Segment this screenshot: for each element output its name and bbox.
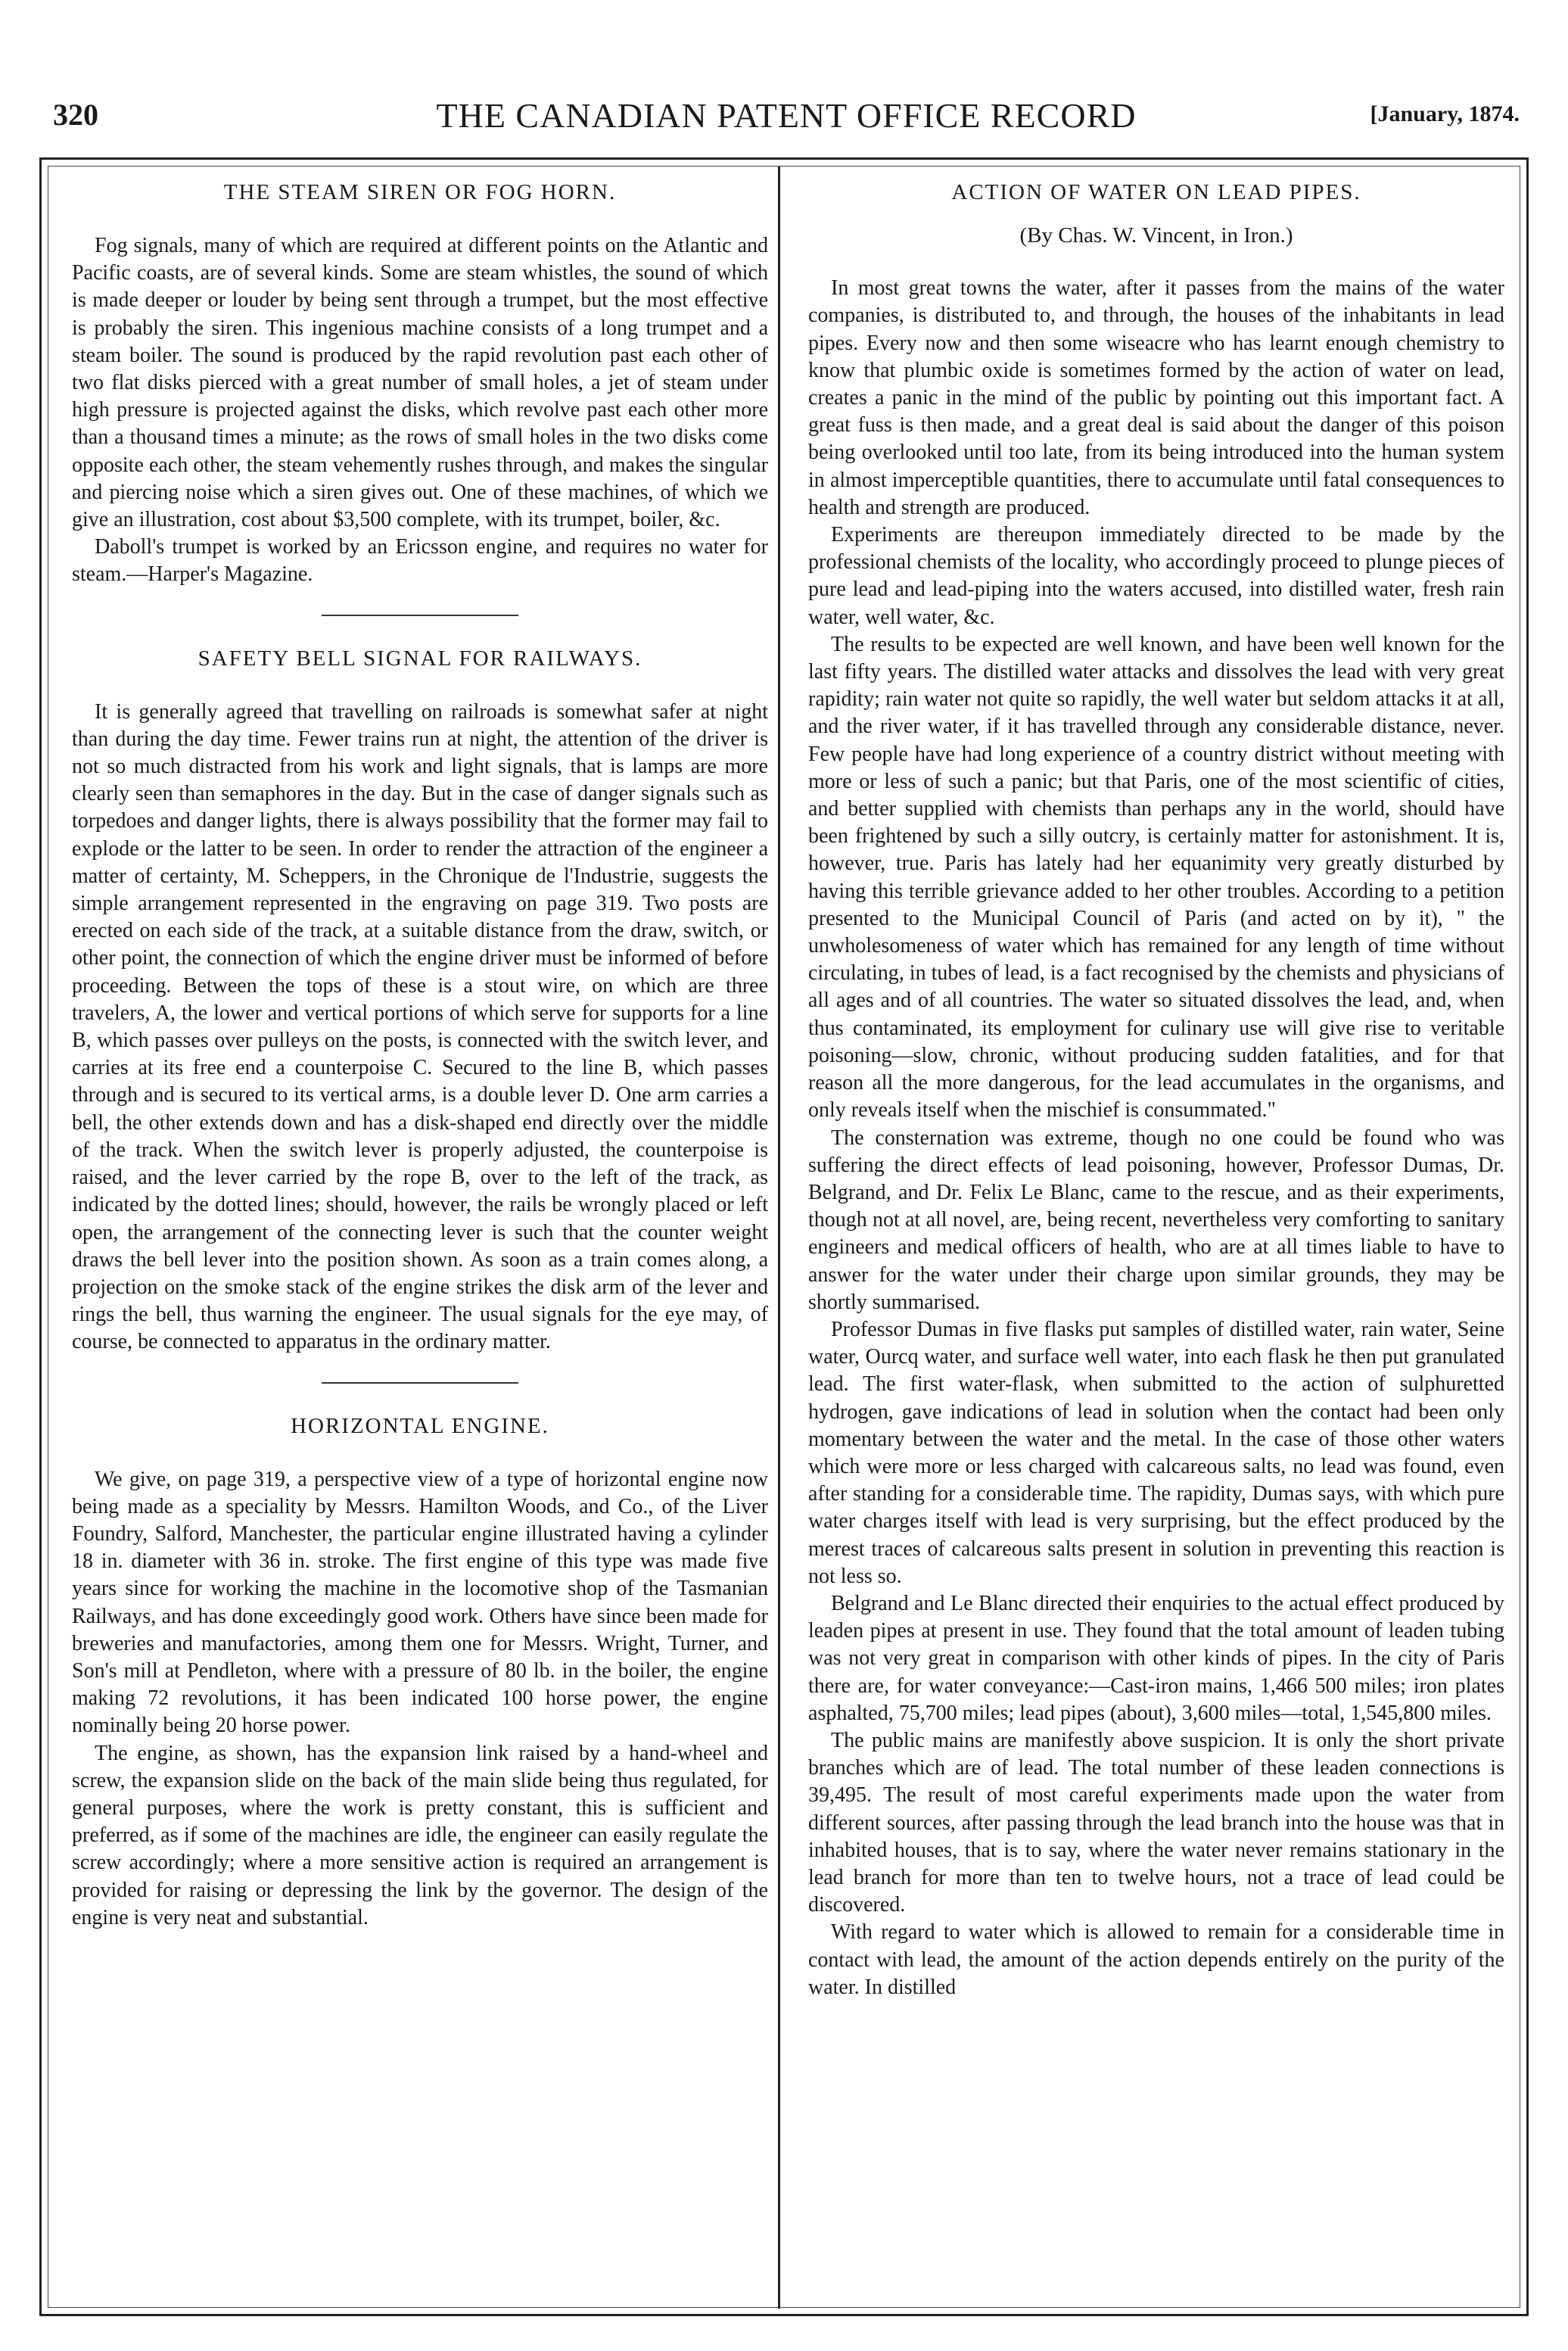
article-paragraph: The public mains are manifestly above suspicion. It is only the short private branches which are of lead. The total number of these leaden connections is 39,495. The result of most careful experiments made upon the water from different sources, after passing through the lead branch into the house was that in inhabited houses, that is to say, where the water never remains stationary in the lead branch for more than ten to twelve hours, not a trace of lead could be discovered. [808,1728,1504,1917]
article-byline: (By Chas. W. Vincent, in Iron.) [1019,223,1293,248]
page-title: THE CANADIAN PATENT OFFICE RECORD [436,96,1137,135]
article-paragraph: It is generally agreed that travelling on railroads is somewhat safer at night than during the day time. Fewer trains run at night, the attention of the driver is not so much distracted from his work and light signals, that is lamps are more clearly seen than semaphores in the day. But in the case of danger signals such as torpedoes and danger lights, there is always possibility that the former may fail to explode or the latter to be seen. In order to render the attraction of the engineer a matter of certainty, M. Scheppers, in the Chronique de l'Industrie, suggests the simple arrangement represented in the engraving on page 319. Two posts are erected on each side of the track, at a suitable distance from the draw, switch, or other point, the connection of which the engine driver must be informed of before proceeding. Between the tops of these is a stout wire, on which are three travelers, A, the lower and vertical portions of which serve for supports for a line B, which passes over pulleys on the posts, is connected with the switch lever, and carries at its free end a counterpoise C. Secured to the line B, which passes through and is secured to its vertical arms, is a double lever D. One arm carries a bell, the other extends down and has a disk-shaped end directly over the middle of the track. When the switch lever is properly adjusted, the counterpoise is raised, and the lever carried by the rope B, over to the left of the track, as indicated by the dotted lines; should, however, the rails be wrongly placed or left open, the arrangement of the connecting lever is such that the counter weight draws the bell lever into the position shown. As soon as a train comes along, a projection on the smoke stack of the engine strikes the disk arm of the lever and rings the bell, thus warning the engineer. The usual signals for the eye may, of course, be connected to apparatus in the ordinary matter. [72,699,768,1354]
article-paragraph: The consternation was extreme, though no one could be found who was suffering the direct effects of lead poisoning, however, Professor Dumas, Dr. Belgrand, and Dr. Felix Le Blanc, came to the rescue, and as their experiments, though not at all novel, are, being recent, nevertheless very comforting to sanitary engineers and medical officers of health, who are at all times liable to have to answer for the water under their charge upon similar grounds, they may be shortly summarised. [808,1126,1504,1314]
article-separator [322,615,518,616]
left-column [72,180,768,1932]
article-paragraph: Experiments are thereupon immediately directed to be made by the professional chemists of the locality, who accordingly proceed to plunge pieces of pure lead and lead-piping into the waters accused, into distilled water, fresh rain water, well water, &c. [808,523,1504,629]
page-number: 320 [53,98,98,132]
article-paragraph: Daboll's trumpet is worked by an Ericsson engine, and requires no water for steam.—Harper's Magazine. [72,535,768,587]
article-paragraph: We give, on page 319, a perspective view of a type of horizontal engine now being made as a speciality by Messrs. Hamilton Woods, and Co., of the Liver Foundry, Salford, Manchester, the particular engine illustrated having a cylinder 18 in. diameter with 36 in. stroke. The first engine of this type was made five years since for working the machine in the locomotive shop of the Tasmanian Railways, and has done exceedingly good work. Others have since been made for breweries and manufactories, among them one for Messrs. Wright, Turner, and Son's mill at Pendleton, where with a pressure of 80 lb. in the boiler, the engine making 72 revolutions, it has been indicated 100 horse power, the engine nominally being 20 horse power. [72,1467,768,1738]
column-divider [778,167,780,2309]
article-paragraph: The results to be expected are well known, and have been well known for the last fifty years. The distilled water attacks and dissolves the lead with very great rapidity; rain water not quite so rapidly, the well water but seldom attacks it at all, and the river water, if it has travelled through any considerable distance, never. Few people have had long experience of a country district without meeting with more or less of such a panic; but that Paris, one of the most scientific of cities, and better supplied with chemists than perhaps any in the world, should have been frightened by such a silly outcry, is certainly matter for astonishment. It is, however, true. Paris has lately had her equanimity very greatly disturbed by having this terrible grievance added to her other troubles. According to a petition presented to the Municipal Council of Paris (and acted on by it), " the unwholesomeness of water which has remained for any length of time without circulating, in tubes of lead, is a fact recognised by the chemists and physicians of all ages and of all countries. The water so situated dissolves the lead, and, when thus contaminated, its employment for culinary use will give rise to veritable poisoning—slow, chronic, without producing sudden fatalities, and for that reason all the more dangerous, for the lead accumulates in the organisms, and only reveals itself when the mischief is consummated." [808,632,1504,1123]
article-title-lead-pipes: ACTION OF WATER ON LEAD PIPES. [951,180,1361,204]
right-column [808,180,1504,2001]
article-paragraph: In most great towns the water, after it passes from the mains of the water companies, is distributed to, and through, the houses of the inhabitants in lead pipes. Every now and then some wiseacre who has learnt enough chemistry to know that plumbic oxide is sometimes formed by the action of water on lead, creates a panic in the mind of the public by pointing out this important fact. A great fuss is then made, and a great deal is said about the danger of this poison being overlooked until too late, from its being introduced into the human system in almost imperceptible quantities, there to accumulate until fatal consequences to health and strength are produced. [808,276,1504,519]
article-separator [322,1382,518,1384]
page-header [53,97,1520,142]
article-title-steam-siren: THE STEAM SIREN OR FOG HORN. [223,180,617,204]
article-title-horizontal-engine: HORIZONTAL ENGINE. [291,1413,549,1438]
article-paragraph: With regard to water which is allowed to remain for a considerable time in contact with lead, the amount of the action depends entirely on the purity of the water. In distilled [808,1920,1504,1999]
article-paragraph: The engine, as shown, has the expansion link raised by a hand-wheel and screw, the expansion slide on the back of the main slide being thus regulated, for general purposes, where the work is pretty constant, this is sufficient and preferred, as if some of the machines are idle, the engineer can easily regulate the screw accordingly; where a more sensitive action is required an arrangement is provided for raising or depressing the link by the governor. The design of the engine is very neat and substantial. [72,1741,768,1929]
issue-date: [January, 1874. [1370,101,1520,126]
article-title-safety-bell: SAFETY BELL SIGNAL FOR RAILWAYS. [198,646,642,671]
article-paragraph: Professor Dumas in five flasks put samples of distilled water, rain water, Seine water, Ourcq water, and surface well water, into each flask he then put granulated lead. The first water-flask, when submitted to the action of sulphuretted hydrogen, gave indications of lead in solution when the contact had been only momentary between the water and the metal. In the case of those other waters which were more or less charged with calcareous salts, no lead was found, even after standing for a considerable time. The rapidity, Dumas says, with which pure water charges itself with lead is very surprising, but the effect produced by the merest traces of calcareous salts present in solution in preventing this reaction is not less so. [808,1317,1504,1588]
article-paragraph: Fog signals, many of which are required at different points on the Atlantic and Pacific coasts, are of several kinds. Some are steam whistles, the sound of which is made deeper or louder by being sent through a trumpet, but the most effective is probably the siren. This ingenious machine consists of a long trumpet and a steam boiler. The sound is produced by the rapid revolution past each other of two flat disks pierced with a great number of small holes, a jet of steam under high pressure is projected against the disks, which revolve past each other more than a thousand times a minute; as the rows of small holes in the two disks come opposite each other, the steam vehemently rushes through, and makes the singular and piercing noise which a siren gives out. One of these machines, of which we give an illustration, cost about $3,500 complete, with its trumpet, boiler, &c. [72,234,768,532]
article-paragraph: Belgrand and Le Blanc directed their enquiries to the actual effect produced by leaden pipes at present in use. They found that the total amount of leaden tubing was not very great in comparison with other kinds of pipes. In the city of Paris there are, for water conveyance:—Cast-iron mains, 1,466 500 miles; iron plates asphalted, 75,700 miles; lead pipes (about), 3,600 miles—total, 1,545,800 miles. [808,1591,1504,1725]
